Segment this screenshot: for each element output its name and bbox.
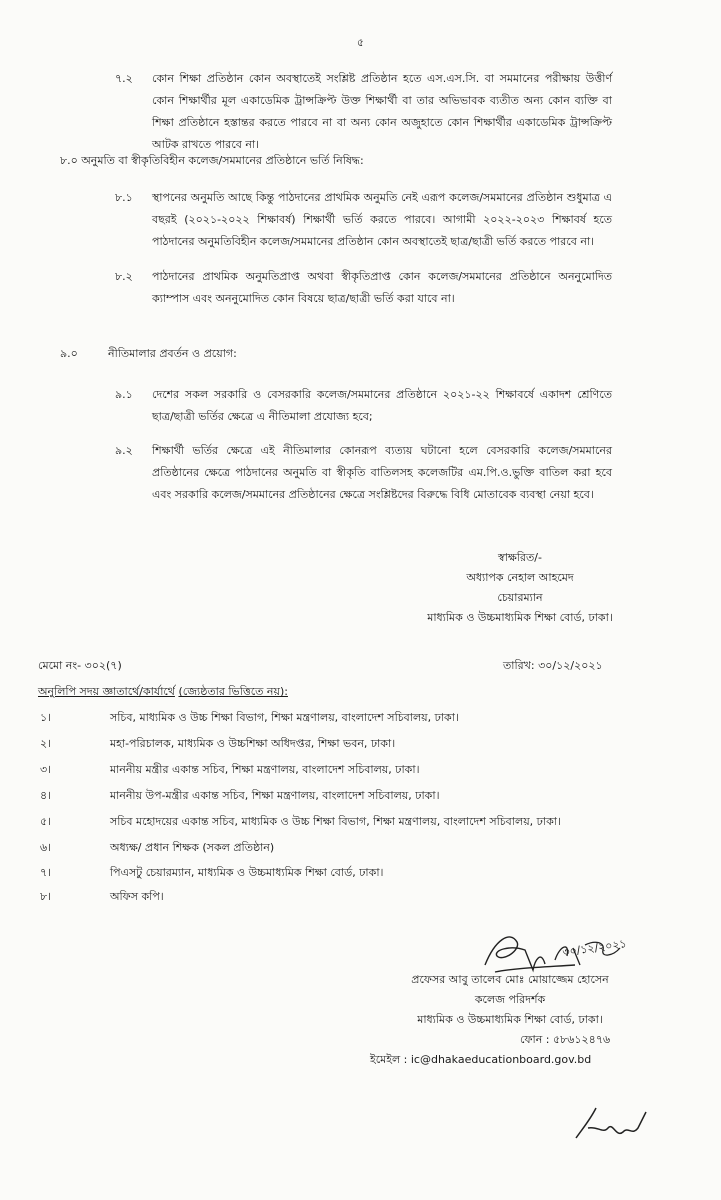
section-8-1-number: ৮.১ <box>115 191 133 204</box>
section-8-heading: ৮.০ অনুমতি বা স্বীকৃতিবিহীন কলেজ/সমমানের প্রতিষ্ঠানে ভর্তি নিষিদ্ধ: <box>60 154 364 167</box>
signatory-2-org: মাধ্যমিক ও উচ্চমাধ্যমিক শিক্ষা বোর্ড, ঢাকা। <box>417 1013 603 1026</box>
section-7-2-text: কোন শিক্ষা প্রতিষ্ঠান কোন অবস্থাতেই সংশ্লিষ্ট প্রতিষ্ঠান হতে এস.এস.সি. বা সমমানের পরীক্ষায় উত্তীর্ণ কোন শিক্ষার্থীর মূল একাডেমিক ট্রান্সক্রিপ্ট উক্ত শিক্ষার্থী বা তার অভিভাবক ব্যতীত অন্য কোন ব্যক্তি বা শিক্ষা প্রতিষ্ঠানে হস্তান্তর করতে পারবে না বা অন্য কোন অজুহাতে কোন শিক্ষার্থীর একাডেমিক ট্রান্সক্রিপ্ট আটক রাখতে পারবে না। <box>152 72 612 151</box>
signed-mark: স্বাক্ষরিত/- <box>498 551 542 564</box>
memo-number: মেমো নং- ৩০২(৭) <box>38 659 122 672</box>
copy-item-number: ৪। <box>40 789 52 802</box>
copy-item-text: সচিব মহোদয়ের একান্ত সচিব, মাধ্যমিক ও উচ্চ শিক্ষা বিভাগ, শিক্ষা মন্ত্রণালয়, বাংলাদেশ সচিবালয়, ঢাকা। <box>110 815 561 828</box>
section-9-number: ৯.০ <box>60 347 78 360</box>
signatory-2-name: প্রফেসর আবু তালেব মোঃ মোয়াজ্জেম হোসেন <box>411 973 609 986</box>
copy-item-text: মাননীয় মন্ত্রীর একান্ত সচিব, শিক্ষা মন্ত্রণালয়, বাংলাদেশ সচিবালয়, ঢাকা। <box>110 763 420 776</box>
copy-item-text: অধ্যক্ষ/ প্রধান শিক্ষক (সকল প্রতিষ্ঠান) <box>110 841 275 854</box>
signatory-2-phone: ফোন : ৫৮৬১২৪৭৬ <box>520 1033 611 1046</box>
page-number: ৫ <box>356 36 365 49</box>
section-9-1-text: দেশের সকল সরকারি ও বেসরকারি কলেজ/সমমানের প্রতিষ্ঠানে ২০২১-২২ শিক্ষাবর্ষে একাদশ শ্রেণিতে ছাত্র/ছাত্রী ভর্তির ক্ষেত্রে এ নীতিমালা প্রযোজ্য হবে; <box>152 388 612 423</box>
copy-item-number: ৭। <box>40 866 52 879</box>
section-8-2-number: ৮.২ <box>115 270 133 283</box>
initials-signature-icon <box>568 1098 658 1158</box>
copy-to-label: অনুলিপি সদয় জ্ঞাতার্থে/কার্যার্থে <box>38 685 175 698</box>
memo-date: তারিখ: ৩০/১২/২০২১ <box>503 659 603 672</box>
copy-to-heading <box>38 681 288 703</box>
signature-date: ৩০/১২/২০২১ <box>561 937 628 959</box>
section-8-1-text: স্থাপনের অনুমতি আছে কিন্তু পাঠদানের প্রাথমিক অনুমতি নেই এরূপ কলেজ/সমমানের প্রতিষ্ঠান শুধুমাত্র এ বছরই (২০২১-২০২২ শিক্ষাবর্ষ) শিক্ষার্থী ভর্তি করতে পারবে। আগামী ২০২২-২০২৩ শিক্ষাবর্ষ হতে পাঠদানের অনুমতিবিহীন কলেজ/সমমানের প্রতিষ্ঠান কোন অবস্থাতেই ছাত্র/ছাত্রী ভর্তি করতে পারবে না। <box>152 191 612 248</box>
section-9-1-number: ৯.১ <box>115 388 133 401</box>
copy-item-number: ২। <box>40 737 52 750</box>
section-9-heading: নীতিমালার প্রবর্তন ও প্রয়োগ: <box>108 347 237 360</box>
copy-item-number: ৮। <box>40 890 52 903</box>
copy-item-number: ১। <box>40 711 52 724</box>
copy-item-text: পিএসটু চেয়ারম্যান, মাধ্যমিক ও উচ্চমাধ্যমিক শিক্ষা বোর্ড, ঢাকা। <box>110 866 384 879</box>
copy-item-text: সচিব, মাধ্যমিক ও উচ্চ শিক্ষা বিভাগ, শিক্ষা মন্ত্রণালয়, বাংলাদেশ সচিবালয়, ঢাকা। <box>110 711 459 724</box>
copy-item-text: অফিস কপি। <box>110 890 164 903</box>
copy-item-text: মাননীয় উপ-মন্ত্রীর একান্ত সচিব, শিক্ষা মন্ত্রণালয়, বাংলাদেশ সচিবালয়, ঢাকা। <box>110 789 440 802</box>
copy-to-note: (জ্যেষ্ঠতার ভিত্তিতে নয়): <box>178 685 288 698</box>
signatory-1-title: চেয়ারম্যান <box>497 591 543 604</box>
copy-item-number: ৬। <box>40 841 52 854</box>
copy-item-number: ৫। <box>40 815 52 828</box>
copy-item-number: ৩। <box>40 763 52 776</box>
signatory-2-email: ইমেইল : ic@dhakaeducationboard.gov.bd <box>370 1053 592 1066</box>
copy-item-text: মহা-পরিচালক, মাধ্যমিক ও উচ্চশিক্ষা অধিদপ্তর, শিক্ষা ভবন, ঢাকা। <box>110 737 396 750</box>
signatory-1-name: অধ্যাপক নেহাল আহমেদ <box>466 571 574 584</box>
signatory-1-org: মাধ্যমিক ও উচ্চমাধ্যমিক শিক্ষা বোর্ড, ঢাকা। <box>427 611 613 624</box>
signatory-2-title: কলেজ পরিদর্শক <box>474 993 546 1006</box>
section-9-2-text: শিক্ষার্থী ভর্তির ক্ষেত্রে এই নীতিমালার কোনরূপ ব্যত্যয় ঘটানো হলে বেসরকারি কলেজ/সমমানের প্রতিষ্ঠানের ক্ষেত্রে পাঠদানের অনুমতি বা স্বীকৃতি বাতিলসহ কলেজটির এম.পি.ও.ভুক্তি বাতিল করা হবে এবং সরকারি কলেজ/সমমানের প্রতিষ্ঠানের ক্ষেত্রে সংশ্লিষ্টদের বিরুদ্ধে বিধি মোতাবেক ব্যবস্থা নেয়া হবে। <box>152 444 612 501</box>
section-8-2-text: পাঠদানের প্রাথমিক অনুমতিপ্রাপ্ত অথবা স্বীকৃতিপ্রাপ্ত কোন কলেজ/সমমানের প্রতিষ্ঠানে অননুমোদিত ক্যাম্পাস এবং অননুমোদিত কোন বিষয়ে ছাত্র/ছাত্রী ভর্তি করা যাবে না। <box>152 270 612 305</box>
section-9-2-number: ৯.২ <box>115 444 133 457</box>
section-7-2-number: ৭.২ <box>115 72 133 85</box>
